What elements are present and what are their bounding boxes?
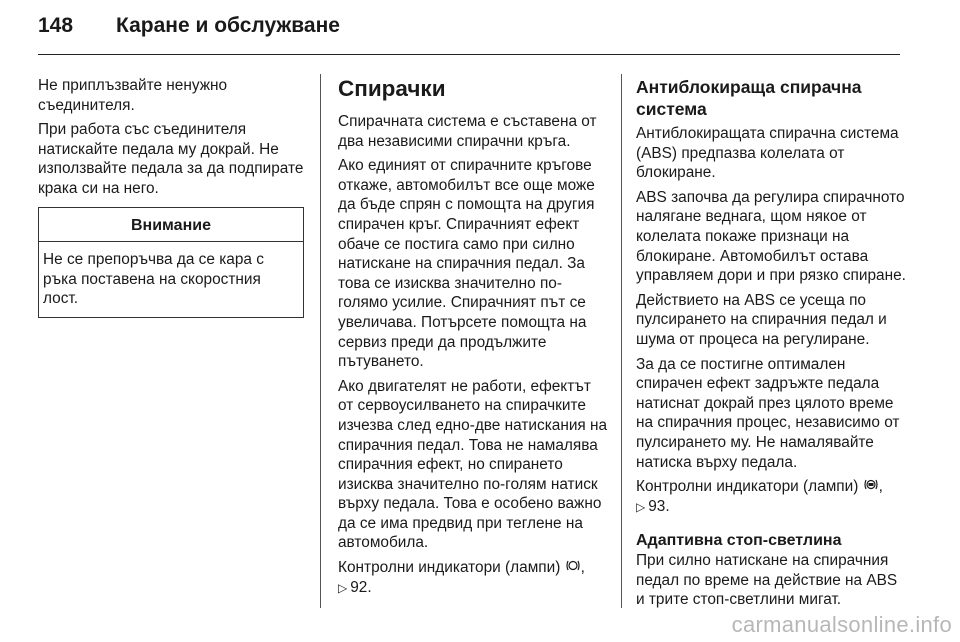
paragraph: Не приплъзвайте ненужно съединителя. [38,77,228,114]
reference-text: Контролни индикатори (лампи) [338,559,561,577]
paragraph: Ако единият от спирачните кръгове откаже, автомобилът все още може да бъде спрян с помощта на другия спирачен кръг. Спирачният ефект обаче се постига само при силно натискане на спирачния педал. За това се изисква значително по-голямо усилие. Спирачният път се увеличава. Потърсете помощта на сервиз преди да продължите пътуването. [338,157,595,371]
section-heading-brakes: Спирачки [338,76,446,101]
cross-reference: Контролни индикатори (лампи) , ▷ 92. [338,558,608,598]
reference-page[interactable]: 93. [648,497,670,515]
warning-body: Не се препоръчва да се кара с ръка поставена на скоростния лост. [43,251,264,308]
brake-warning-icon [565,558,581,578]
reference-page[interactable]: 92. [350,578,372,596]
watermark: carmanualsonline.info [731,612,952,637]
subsection-heading-adaptive-brake-light: Адаптивна стоп-светлина [636,532,842,550]
paragraph: При силно натискане на спирачния педал по време на действие на ABS и трите стоп-светлини мигат. [636,552,898,609]
cross-reference: Контролни индикатори (лампи) , ▷ 93. [636,477,906,517]
paragraph: При работа със съединителя натискайте педала му докрай. Не използвайте педала за да подпирате крака си на него. [38,121,304,197]
warning-title: Внимание [39,208,303,243]
column-middle [338,76,608,603]
paragraph: Ако двигателят не работи, ефектът от сервоусилването на спирачките изчезва след едно-две натискания на спирачния педал. Това не намалява спирачния ефект, но спирането изисква значително по-голям натиск върху педала. Това е особено важно да се има предвид при теглене на автомобила. [338,377,608,552]
reference-text: Контролни индикатори (лампи) [636,478,859,496]
page-number: 148 [38,14,74,37]
paragraph: Действието на ABS се усеща по пулсирането на спирачния педал и шума от процеса на регулиране. [636,291,887,348]
column-divider [320,74,321,608]
paragraph: ABS започва да регулира спирачното налягане веднага, щом някое от колелата покаже признаци на блокиране. Автомобилът остава управляем дори и при рязко спиране. [636,188,906,285]
page-header [38,14,340,48]
abs-warning-icon [863,477,879,497]
page-ref-arrow-icon: ▷ [636,499,646,514]
header-rule [38,54,900,55]
column-right [636,76,906,615]
column-divider [621,74,622,608]
page-ref-arrow-icon: ▷ [338,580,348,595]
paragraph: За да се постигне оптимален спирачен ефект задръжте педала натиснат докрай през цялото време на спирачния процес, независимо от пулсирането му. Не намалявайте натиска върху педала. [636,355,900,471]
paragraph: Антиблокиращата спирачна система (ABS) предпазва колелата от блокиране. [636,125,899,182]
paragraph: Спирачната система е съставена от два независими спирачни кръга. [338,113,597,150]
warning-box [38,207,304,318]
column-left [38,76,304,318]
section-heading-abs: Антиблокираща спирачна система [636,77,862,119]
chapter-title: Каране и обслужване [116,14,340,37]
